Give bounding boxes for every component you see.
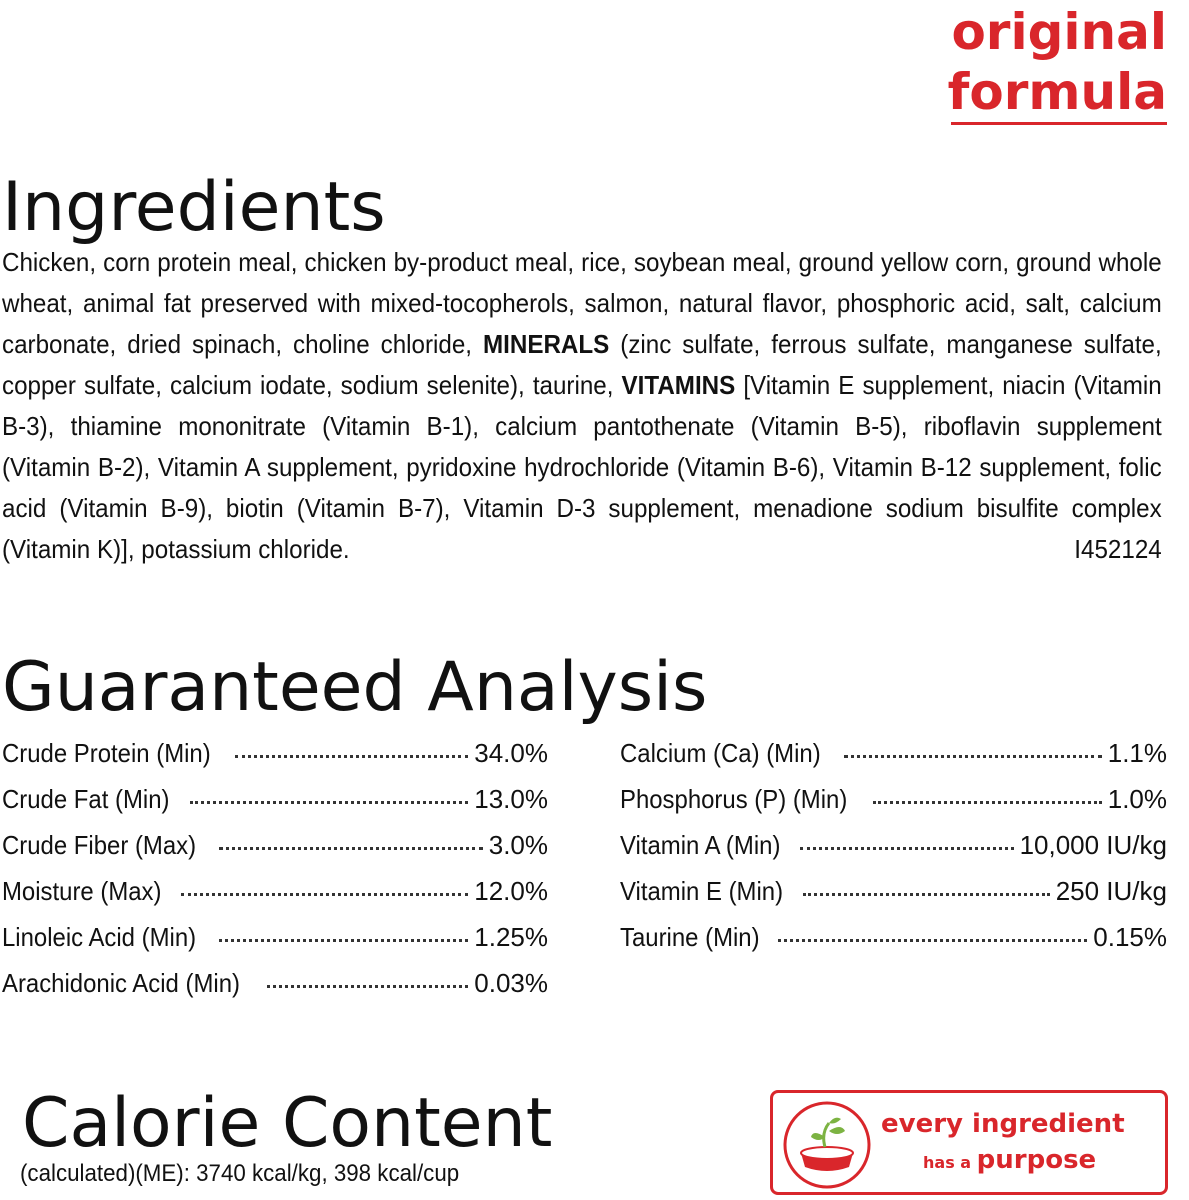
analysis-label: Moisture (Max) (2, 876, 162, 906)
dot-leader (235, 755, 468, 758)
dot-leader (219, 847, 483, 850)
analysis-row (2, 922, 548, 968)
analysis-left-column (2, 738, 548, 1014)
analysis-row (620, 876, 1167, 922)
analysis-label: Arachidonic Acid (Min) (2, 968, 240, 998)
analysis-row (2, 968, 548, 1014)
analysis-row (620, 738, 1167, 784)
analysis-label: Crude Protein (Min) (2, 738, 211, 768)
purpose-stamp (770, 1090, 1168, 1195)
analysis-value: 10,000 IU/kg (1019, 830, 1167, 860)
analysis-value: 0.15% (1093, 922, 1167, 952)
analysis-row (620, 784, 1167, 830)
food-bowl-leaf-icon (783, 1101, 871, 1189)
badge-line-1: original (951, 3, 1167, 61)
dot-leader (873, 801, 1102, 804)
analysis-value: 0.03% (474, 968, 548, 998)
badge-line-2: formula (947, 63, 1167, 121)
analysis-value: 1.1% (1107, 738, 1167, 768)
analysis-right-column (620, 738, 1167, 968)
analysis-label: Calcium (Ca) (Min) (620, 738, 821, 768)
dot-leader (844, 755, 1102, 758)
minerals-label: MINERALS (483, 329, 610, 359)
dot-leader (778, 939, 1088, 942)
analysis-label: Vitamin E (Min) (620, 876, 784, 906)
badge-underline (951, 122, 1167, 125)
analysis-row (2, 830, 548, 876)
analysis-value: 1.0% (1107, 784, 1167, 814)
dot-leader (181, 893, 468, 896)
ingredients-text-3: [Vitamin E supplement, niacin (Vitamin B-3), thiamine mononitrate (Vitamin B-1), calcium pantothenate (Vitamin B-5), riboflavin supplement (Vitamin B-2), Vitamin A supplement, pyridoxine hydrochloride (Vitamin B-6), Vitamin B-12 supplement, folic acid (Vitamin B-9), biotin (Vitamin B-7), Vitamin D-3 supplement, menadione sodium bisulfite complex (Vitamin K)], potassium chloride. (2, 370, 1162, 564)
product-code: I452124 (1074, 534, 1162, 564)
analysis-row (620, 830, 1167, 876)
analysis-label: Phosphorus (P) (Min) (620, 784, 848, 814)
analysis-value: 250 IU/kg (1055, 876, 1167, 906)
analysis-row (2, 738, 548, 784)
analysis-label: Vitamin A (Min) (620, 830, 781, 860)
calorie-title: Calorie Content (22, 1084, 553, 1163)
analysis-value: 34.0% (474, 738, 548, 768)
ingredients-text-1: Chicken, corn protein meal, chicken by-product meal, rice, soybean meal, ground yellow corn, ground whole wheat, animal fat preserved with mixed-tocopherols, salmon, natural flavor, phosphoric acid, salt, calcium carbonate, dried spinach, choline chloride, (2, 247, 1162, 359)
analysis-label: Taurine (Min) (620, 922, 760, 952)
analysis-value: 12.0% (474, 876, 548, 906)
formula-badge (927, 2, 1167, 122)
stamp-big-text: purpose (976, 1145, 1097, 1175)
dot-leader (267, 985, 469, 988)
stamp-small-text: has a (923, 1153, 972, 1172)
ingredients-text-2: (zinc sulfate, ferrous sulfate, manganese sulfate, copper sulfate, calcium iodate, sodium selenite), taurine, (2, 329, 1162, 400)
analysis-row (2, 876, 548, 922)
stamp-line-2 (923, 1145, 1096, 1175)
analysis-label: Crude Fiber (Max) (2, 830, 197, 860)
analysis-value: 13.0% (474, 784, 548, 814)
dot-leader (803, 893, 1049, 896)
analysis-row (620, 922, 1167, 968)
dot-leader (800, 847, 1013, 850)
analysis-label: Crude Fat (Min) (2, 784, 170, 814)
vitamins-label: VITAMINS (621, 370, 736, 400)
analysis-value: 3.0% (488, 830, 548, 860)
analysis-row (2, 784, 548, 830)
ingredients-list (2, 242, 1162, 570)
analysis-label: Linoleic Acid (Min) (2, 922, 197, 952)
dot-leader (219, 939, 468, 942)
ingredients-title: Ingredients (2, 168, 386, 247)
calorie-text: (calculated)(ME): 3740 kcal/kg, 398 kcal/cup (20, 1160, 460, 1187)
analysis-title: Guaranteed Analysis (2, 648, 708, 727)
analysis-value: 1.25% (474, 922, 548, 952)
dot-leader (190, 801, 468, 804)
stamp-line-1: every ingredient (881, 1109, 1125, 1139)
